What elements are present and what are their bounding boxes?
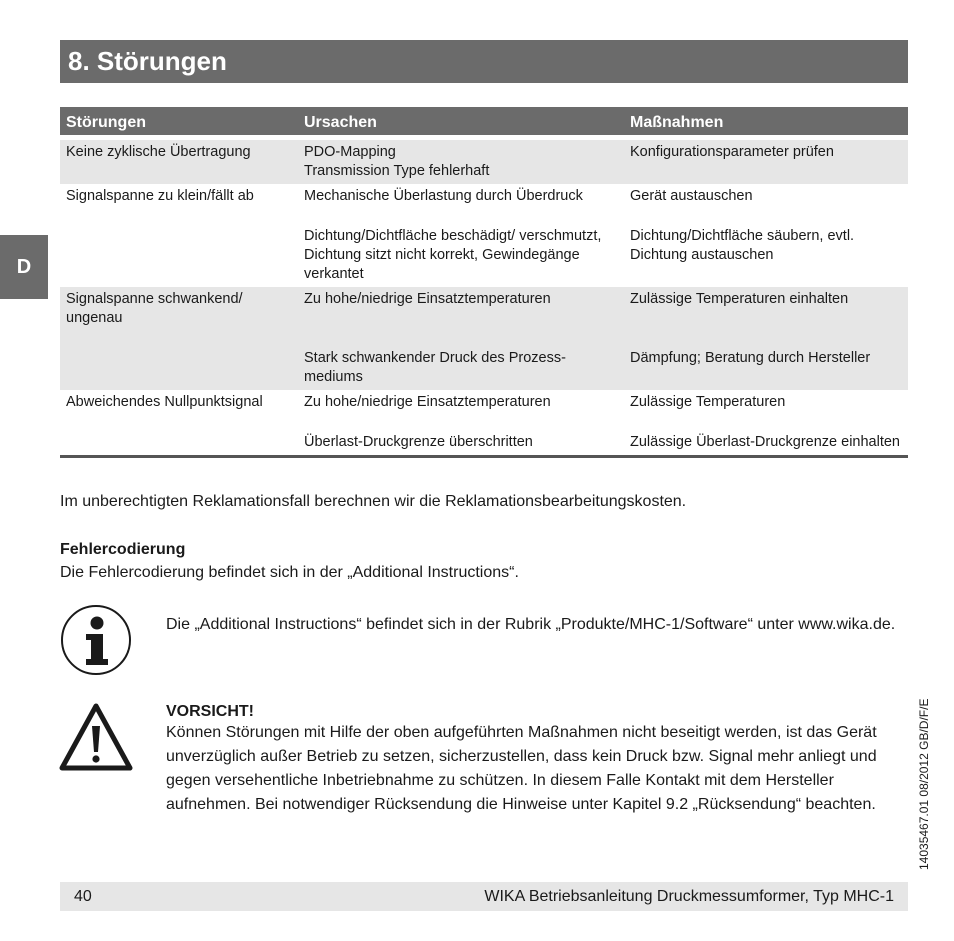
- fault-cell: Signalspanne schwankend/ ungenau: [60, 287, 298, 331]
- reclamation-note: Im unberechtigten Reklamationsfall berechnen wir die Reklamationsbearbeitungskosten.: [60, 493, 687, 510]
- fault-cell: [60, 415, 298, 457]
- table-row: [60, 390, 908, 415]
- table-row: [60, 184, 908, 209]
- action-cell: Zulässige Temperaturen einhalten: [624, 287, 908, 331]
- action-cell: Dichtung/Dichtfläche säubern, evtl. Dichtung austauschen: [630, 228, 855, 263]
- warning-triangle-icon: [59, 702, 133, 772]
- header-causes: Ursachen: [298, 107, 624, 135]
- document-code: 14035467.01 08/2012 GB/D/F/E: [917, 698, 931, 870]
- error-coding-text: Die Fehlercodierung befindet sich in der „Additional Instructions“.: [60, 564, 519, 581]
- language-tab: D: [0, 235, 48, 299]
- cause-cell: Dichtung/Dichtfläche beschädigt/ verschmutzt, Dichtung sitzt nicht korrekt, Gewindegänge verkantet: [304, 228, 602, 282]
- header-faults: Störungen: [60, 107, 298, 135]
- table-row: [60, 209, 908, 287]
- cause-cell: Überlast-Druckgrenze überschritten: [304, 434, 533, 450]
- fault-cell: Keine zyklische Übertragung: [60, 140, 298, 184]
- page-footer: [60, 882, 908, 911]
- fault-cell: [60, 331, 298, 390]
- error-coding-heading: Fehlercodierung: [60, 541, 186, 558]
- caution-heading: VORSICHT!: [166, 703, 254, 720]
- table-row: [60, 415, 908, 457]
- cause-cell: Zu hohe/niedrige Einsatztemperaturen: [298, 287, 624, 331]
- action-cell: Zulässige Temperaturen: [630, 394, 786, 410]
- action-cell: Dämpfung; Beratung durch Hersteller: [624, 331, 908, 390]
- header-actions: Maßnahmen: [624, 107, 908, 135]
- table-row: [60, 140, 908, 184]
- table-row: [60, 331, 908, 390]
- fault-cell: Abweichendes Nullpunktsignal: [66, 394, 263, 410]
- action-cell: Konfigurationsparameter prüfen: [624, 140, 908, 184]
- table-row: [60, 287, 908, 331]
- section-title: 8. Störungen: [60, 40, 908, 83]
- fault-cell: Signalspanne zu klein/fällt ab: [66, 188, 254, 204]
- fault-table: [60, 107, 908, 458]
- caution-text: Können Störungen mit Hilfe der oben aufgeführten Maßnahmen nicht beseitigt werden, ist das Gerät unverzüglich außer Betrieb zu setzen, sicherzustellen, dass kein Druck bzw. Signal mehr anliegt und gegen versehentliche Inbetriebnahme zu schützen. In diesem Falle Kontakt mit dem Hersteller aufnehmen. Bei notwendiger Rücksendung die Hinweise unter Kapitel 9.2 „Rücksendung“ beachten.: [166, 724, 877, 813]
- cause-cell: Stark schwankender Druck des Prozessmediums: [298, 331, 624, 390]
- cause-cell: Zu hohe/niedrige Einsatztemperaturen: [304, 394, 551, 410]
- action-cell: Gerät austauschen: [630, 188, 753, 204]
- cause-cell: Mechanische Überlastung durch Überdruck: [304, 188, 583, 204]
- cause-cell: PDO-Mapping Transmission Type fehlerhaft: [298, 140, 624, 184]
- footer-title: WIKA Betriebsanleitung Druckmessumformer, Typ MHC-1: [484, 887, 894, 905]
- info-icon: [59, 603, 133, 677]
- table-header-row: [60, 107, 908, 135]
- page-number: 40: [74, 887, 92, 905]
- info-note-text: Die „Additional Instructions“ befindet sich in der Rubrik „Produkte/MHC-1/Software“ unter www.wika.de.: [166, 616, 896, 633]
- action-cell: Zulässige Überlast-Druckgrenze einhalten: [630, 434, 900, 450]
- fault-cell: [60, 209, 298, 287]
